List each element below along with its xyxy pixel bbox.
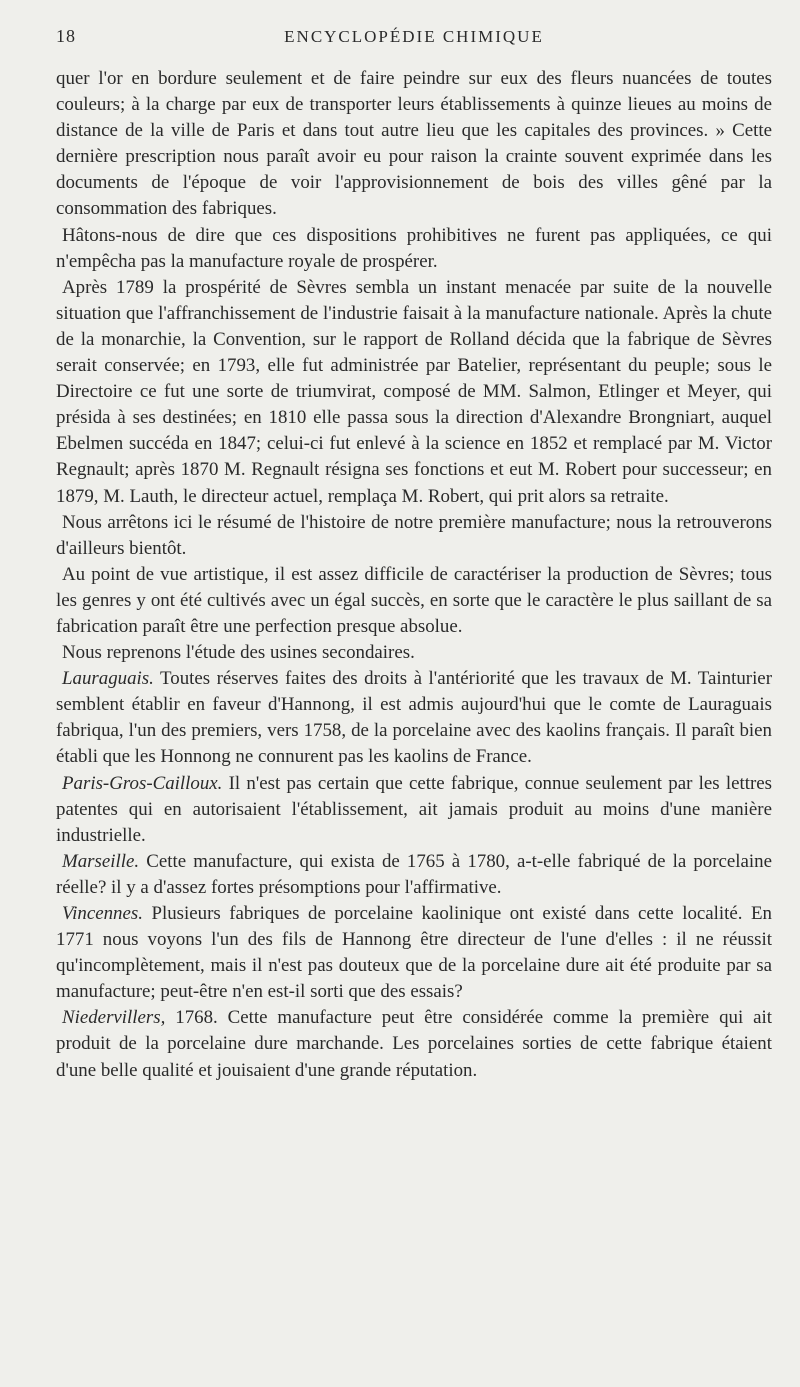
section-lead: Marseille. (62, 850, 140, 872)
paragraph-text: Cette manufacture, qui exista de 1765 à 1780, a-t-elle fabriqué de la porcelaine réelle? il y a d'assez fortes présomptions pour l'affirmative. (56, 850, 772, 898)
paragraph (56, 640, 772, 666)
paragraph-text: quer l'or en bordure seulement et de faire peindre sur eux des fleurs nuancées de toutes couleurs; à la charge par eux de transporter leurs établissements à quinze lieues au moins de distance de la ville de Paris et dans tout autre lieu que les capitales des provinces. » Cette dernière prescription nous paraît avoir eu pour raison la crainte souvent exprimée dans les documents de l'époque de voir l'approvisionnement de bois des villes gêné par la consommation des fabriques. (56, 68, 772, 220)
paragraph-text: Plusieurs fabriques de porcelaine kaolinique ont existé dans cette localité. En 1771 nous voyons l'un des fils de Hannong être directeur de l'une d'elles : il ne réussit qu'incomplètement, mais il n'est pas douteux que de la porcelaine dure ait été produite par sa manufacture; peut-être n'en est-il sorti que des essais? (56, 903, 772, 1003)
paragraph (56, 223, 772, 275)
running-head (56, 26, 772, 56)
paragraph-text: Nous arrêtons ici le résumé de l'histoire de notre première manufacture; nous la retrouverons d'ailleurs bientôt. (56, 511, 772, 559)
paragraph (56, 1005, 772, 1083)
section-lead: Paris-Gros-Cailloux. (62, 772, 223, 794)
paragraph (56, 562, 772, 640)
body-text (56, 66, 772, 1084)
page-number: 18 (56, 26, 76, 46)
section-lead: Niedervillers, (62, 1007, 166, 1029)
paragraph (56, 901, 772, 1005)
paragraph-text: Toutes réserves faites des droits à l'antériorité que les travaux de M. Tainturier semblent établir en faveur d'Hannong, il est admis aujourd'hui que le comte de Lauraguais fabriqua, l'un des premiers, vers 1758, de la porcelaine avec des kaolins français. Il paraît bien établi que les Honnong ne connurent pas les kaolins de France. (56, 668, 772, 768)
running-title: ENCYCLOPÉDIE CHIMIQUE (284, 27, 544, 46)
paragraph-text: Après 1789 la prospérité de Sèvres sembla un instant menacée par suite de la nouvelle situation que l'affranchissement de l'industrie faisait à la manufacture nationale. Après la chute de la monarchie, la Convention, sur le rapport de Rolland décida que la fabrique de Sèvres serait conservée; en 1793, elle fut administrée par Batelier, représentant du peuple; sous le Directoire ce fut une sorte de triumvirat, composé de MM. Salmon, Etlinger et Meyer, qui présida à ses destinées; en 1810 elle passa sous la direction d'Alexandre Brongniart, auquel Ebelmen succéda en 1847; celui-ci fut enlevé à la science en 1852 et remplacé par M. Victor Regnault; après 1870 M. Regnault résigna ses fonctions et eut M. Robert pour successeur; en 1879, M. Lauth, le directeur actuel, remplaça M. Robert, qui prit alors sa retraite. (56, 276, 772, 507)
paragraph-text: Nous reprenons l'étude des usines secondaires. (62, 642, 415, 664)
section-lead: Lauraguais. (62, 668, 154, 690)
paragraph-text: Au point de vue artistique, il est assez difficile de caractériser la production de Sèvres; tous les genres y ont été cultivés avec un égal succès, en sorte que le caractère le plus saillant de sa fabrication paraît être une perfection presque absolue. (56, 563, 772, 637)
paragraph-text: Hâtons-nous de dire que ces dispositions prohibitives ne furent pas appliquées, ce qui n'empêcha pas la manufacture royale de prospérer. (56, 224, 772, 272)
paragraph (56, 849, 772, 901)
paragraph (56, 771, 772, 849)
paragraph (56, 666, 772, 770)
paragraph (56, 510, 772, 562)
paragraph-text: Il n'est pas certain que cette fabrique, connue seulement par les lettres patentes qui en autorisaient l'établissement, ait jamais produit au moins d'une manière industrielle. (56, 772, 772, 846)
paragraph (56, 66, 772, 223)
paragraph (56, 275, 772, 510)
paragraph-text: 1768. Cette manufacture peut être considérée comme la première qui ait produit de la porcelaine dure marchande. Les porcelaines sorties de cette fabrique étaient d'une belle qualité et jouisaient d'une grande réputation. (56, 1007, 772, 1081)
section-lead: Vincennes. (62, 903, 143, 924)
